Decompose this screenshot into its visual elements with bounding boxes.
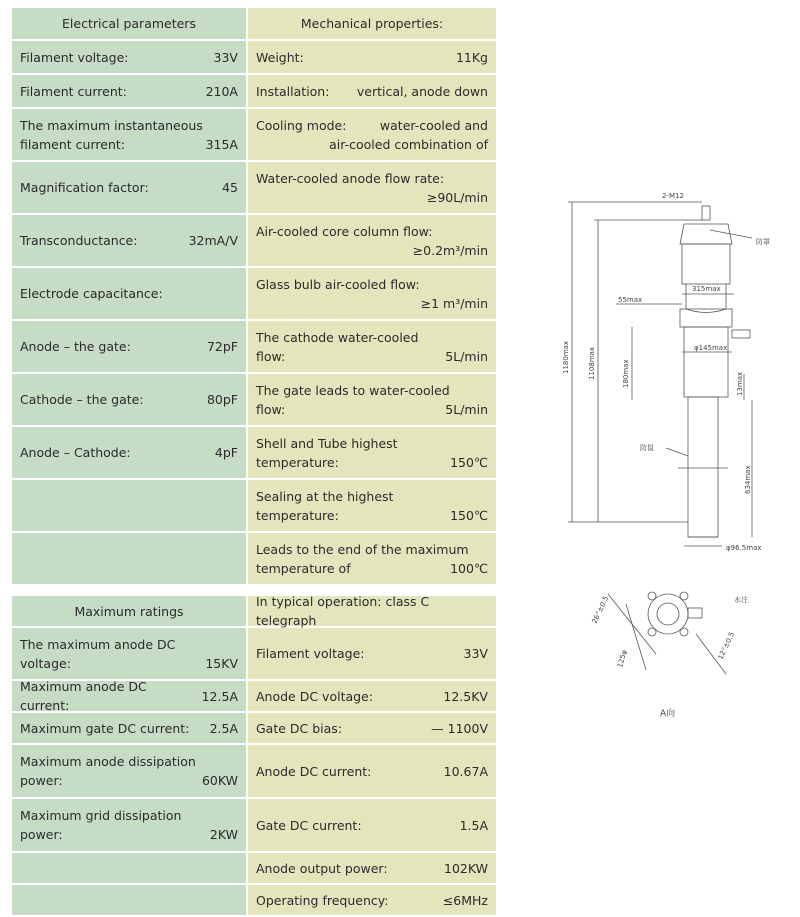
dim-180-label: 180max <box>622 359 630 388</box>
param-value: ≥90L/min <box>426 189 488 205</box>
param-label: Maximum gate DC current: <box>20 720 190 736</box>
param-value: — 1100V <box>431 720 488 736</box>
param-value: water-cooled and <box>379 117 488 133</box>
param-label: Electrode capacitance: <box>20 286 163 301</box>
param-label: Leads to the end of the maximum <box>256 541 469 557</box>
param-value: 11Kg <box>455 49 488 65</box>
table-row <box>12 533 496 586</box>
param-label: flow: <box>256 401 286 417</box>
param-value: 102KW <box>444 860 488 876</box>
param-label: temperature: <box>256 507 339 523</box>
param-label: The cathode water-cooled <box>256 329 419 345</box>
param-value: 2KW <box>209 827 238 842</box>
tube-technical-drawing <box>556 184 788 724</box>
param-label: Sealing at the highest <box>256 488 394 504</box>
header-electrical-parameters: Electrical parameters <box>12 8 246 39</box>
dim-1108-label: 1108max <box>588 346 596 380</box>
param-value: 2.5A <box>209 720 238 736</box>
param-label: The gate leads to water-cooled <box>256 382 450 398</box>
param-label: Cathode – the gate: <box>20 392 144 407</box>
param-value: 12.5KV <box>443 688 488 704</box>
param-label: flow: <box>256 348 286 364</box>
dim-125-label: 125φ <box>616 649 629 669</box>
param-label: Anode – the gate: <box>20 339 131 354</box>
param-label: Maximum grid dissipation <box>20 808 182 823</box>
table-row <box>12 374 496 427</box>
table-header-row <box>12 596 496 628</box>
param-label: Filament voltage: <box>256 646 365 661</box>
view-a-label: A向 <box>660 709 676 719</box>
param-value: vertical, anode down <box>356 83 488 99</box>
param-label: Transconductance: <box>20 233 138 248</box>
table-ratings-operation <box>12 596 496 917</box>
param-label: Operating frequency: <box>256 892 389 908</box>
param-label: The maximum instantaneous <box>20 117 203 133</box>
empty-cell <box>12 533 246 584</box>
param-label: Air-cooled core column flow: <box>256 223 433 239</box>
table-row <box>12 853 496 885</box>
bottom-view-inner <box>657 603 679 625</box>
header-typical-operation: In typical operation: class C telegraph <box>248 596 496 626</box>
param-label: power: <box>20 827 63 842</box>
table-row <box>12 215 496 268</box>
param-label: Maximum anode DC current: <box>20 679 147 713</box>
param-value: ≥1 m³/min <box>420 295 488 311</box>
param-value: 45 <box>222 180 238 195</box>
param-value: 15KV <box>205 655 238 671</box>
param-label: Gate DC bias: <box>256 720 343 736</box>
dim-thread-label: 2-M12 <box>662 192 684 200</box>
param-label: Maximum anode dissipation <box>20 754 196 769</box>
param-label: Anode DC current: <box>256 763 372 779</box>
table-row <box>12 162 496 215</box>
param-label: Installation: <box>256 83 330 99</box>
top-cap <box>680 224 732 244</box>
table-row <box>12 745 496 799</box>
bottom-connector <box>688 608 702 618</box>
table-row <box>12 41 496 75</box>
anode-body <box>684 327 728 397</box>
table-row <box>12 681 496 713</box>
callout-label: 水注 <box>734 596 748 604</box>
param-value: 315A <box>205 136 238 152</box>
table-row <box>12 321 496 374</box>
param-label: Filament current: <box>20 83 127 99</box>
param-value: 210A <box>205 83 238 99</box>
table-row <box>12 799 496 853</box>
param-value: 150℃ <box>450 507 488 523</box>
leader-line <box>710 230 752 238</box>
table-row <box>12 109 496 162</box>
callout-label: 防罩 <box>756 238 770 246</box>
dim-55-label: 55max <box>618 296 643 304</box>
param-value: 5L/min <box>445 401 488 417</box>
upper-body <box>682 244 730 284</box>
param-value: 33V <box>213 49 238 65</box>
param-value: 100℃ <box>450 560 488 576</box>
table-row <box>12 628 496 681</box>
leader-line <box>666 448 688 456</box>
callout-label: 防鼠 <box>640 444 654 452</box>
param-label: filament current: <box>20 136 125 152</box>
bolt-hole <box>648 628 656 636</box>
param-label: Shell and Tube highest <box>256 435 398 451</box>
param-label: Gate DC current: <box>256 817 362 833</box>
table-row <box>12 427 496 480</box>
drawing-canvas <box>556 184 788 724</box>
table-electrical-mechanical <box>12 8 496 586</box>
bolt-hole <box>648 592 656 600</box>
dim-line-125 <box>626 604 646 670</box>
param-label: Water-cooled anode flow rate: <box>256 170 445 186</box>
table-row <box>12 713 496 745</box>
empty-cell <box>12 853 246 883</box>
dim-634-label: 634max <box>744 465 752 494</box>
table-row <box>12 885 496 917</box>
param-value: air-cooled combination of <box>329 136 488 152</box>
param-value: 12.5A <box>201 688 238 704</box>
param-value: 1.5A <box>459 817 488 833</box>
table-row <box>12 480 496 533</box>
side-connector <box>732 330 750 338</box>
top-terminal <box>702 206 710 220</box>
param-value: ≤6MHz <box>442 892 488 908</box>
param-label: temperature: <box>256 454 339 470</box>
param-value: 32mA/V <box>188 233 238 248</box>
param-value: 72pF <box>206 339 238 354</box>
table-row <box>12 75 496 109</box>
param-label: Anode output power: <box>256 860 388 876</box>
param-label: Weight: <box>256 49 304 65</box>
param-label: voltage: <box>20 655 71 671</box>
bolt-hole <box>680 628 688 636</box>
bottom-view-outer <box>648 594 688 634</box>
dim-26-label: 26°±0.5 <box>590 594 611 625</box>
param-value: 60KW <box>201 773 238 788</box>
header-mechanical-properties: Mechanical properties: <box>248 8 496 39</box>
table-row <box>12 268 496 321</box>
table-header-row <box>12 8 496 41</box>
param-label: Cooling mode: <box>256 117 347 133</box>
param-value: 80pF <box>206 392 238 407</box>
dim-145-label: φ145max <box>694 344 728 352</box>
param-label: Glass bulb air-cooled flow: <box>256 276 420 292</box>
param-label: Magnification factor: <box>20 180 149 195</box>
dim-13-label: 13max <box>736 371 744 396</box>
param-value: 150℃ <box>450 454 488 470</box>
param-value: 33V <box>463 646 488 661</box>
param-value: 10.67A <box>443 763 488 779</box>
param-label: The maximum anode DC <box>20 636 176 652</box>
flange <box>680 309 732 327</box>
anode-stem <box>688 397 718 537</box>
bolt-hole <box>680 592 688 600</box>
header-maximum-ratings: Maximum ratings <box>12 596 246 626</box>
dim-12-label: 12°±0.5 <box>716 630 737 661</box>
dim-96-label: φ96.5max <box>726 544 762 552</box>
param-value: ≥0.2m³/min <box>412 242 488 258</box>
param-value: 5L/min <box>445 348 488 364</box>
param-label: temperature of <box>256 560 351 576</box>
param-label: Anode DC voltage: <box>256 688 373 704</box>
empty-cell <box>12 480 246 531</box>
param-label: power: <box>20 773 63 788</box>
dim-315-label: 315max <box>692 285 721 293</box>
empty-cell <box>12 885 246 915</box>
param-value: 4pF <box>214 445 238 460</box>
param-label: Filament voltage: <box>20 49 129 65</box>
param-label: Anode – Cathode: <box>20 445 131 460</box>
dim-1180-label: 1180max <box>562 340 570 374</box>
